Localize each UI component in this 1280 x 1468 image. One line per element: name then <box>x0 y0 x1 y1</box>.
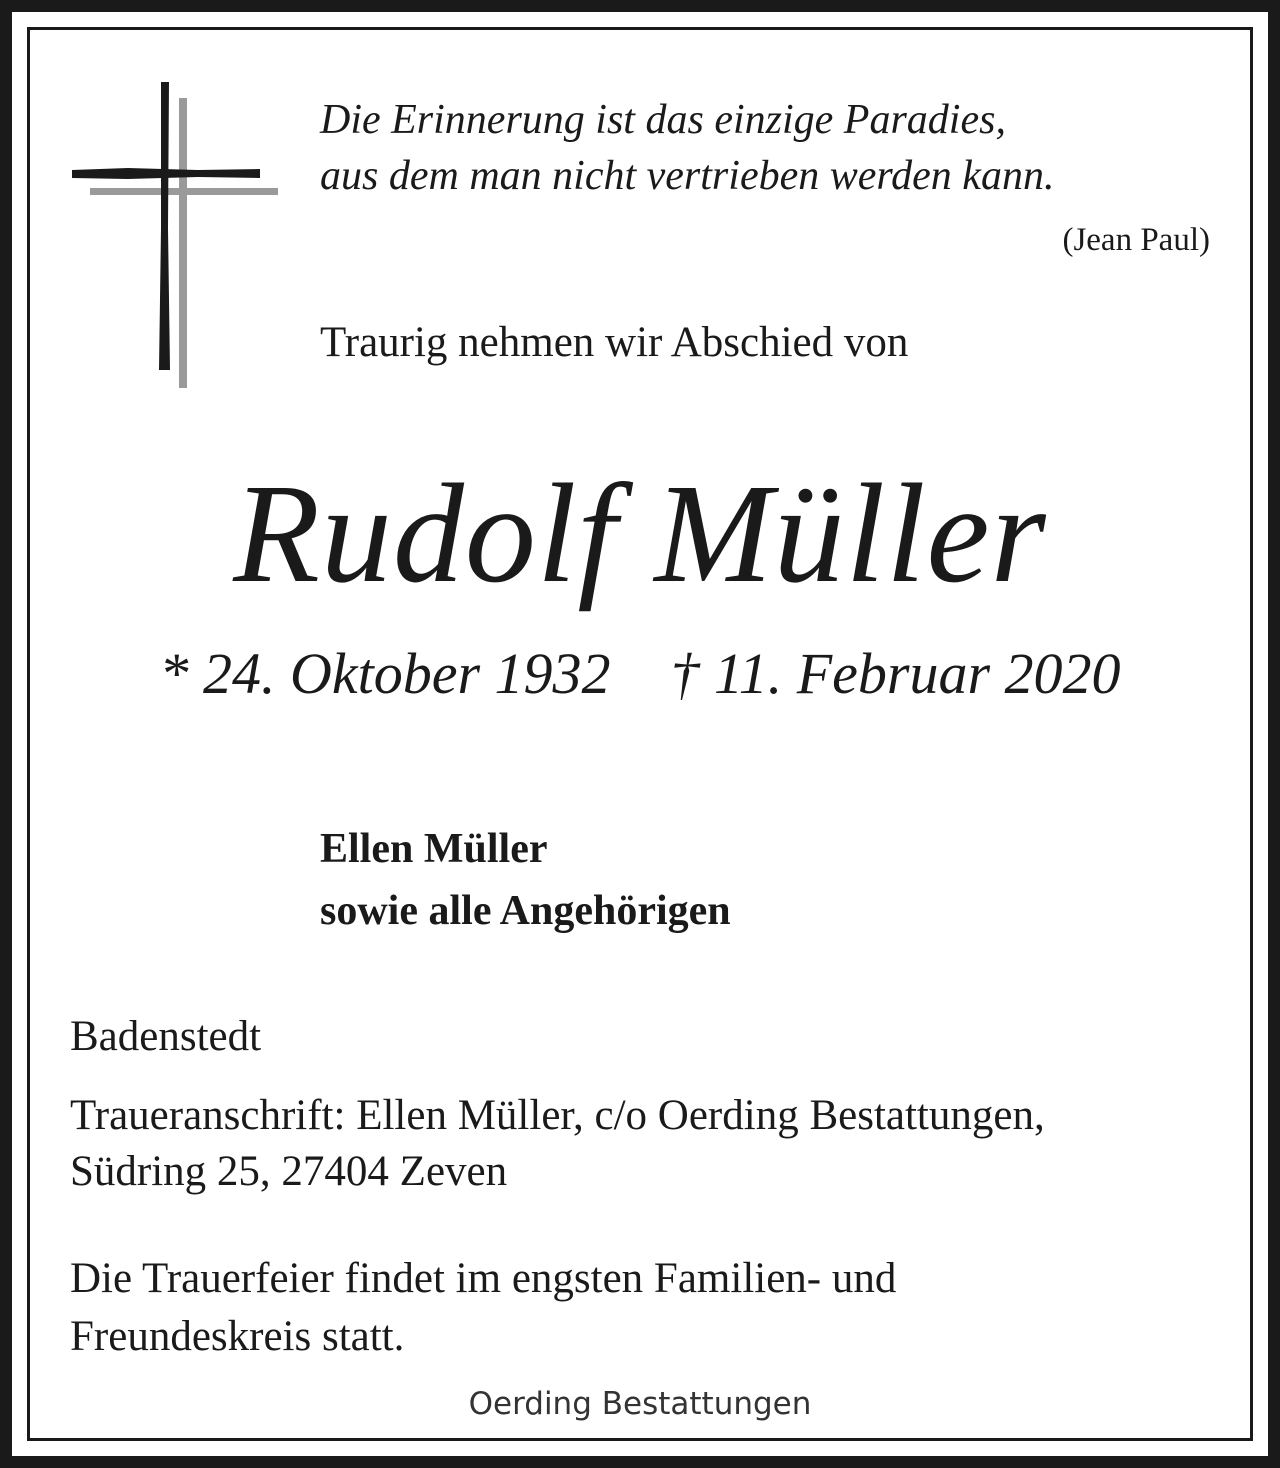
quote <box>320 92 1054 204</box>
address-line-2: Südring 25, 27404 Zeven <box>70 1148 508 1195</box>
place: Badenstedt <box>70 1013 262 1060</box>
condolence-address <box>70 1088 1045 1200</box>
quote-author: (Jean Paul) <box>1062 222 1210 258</box>
ceremony-line-2: Freundeskreis statt. <box>70 1313 405 1360</box>
mourner-relatives: sowie alle Angehörigen <box>320 888 731 934</box>
mourners <box>320 818 731 942</box>
death-date: † 11. Februar 2020 <box>670 641 1121 706</box>
quote-line-2: aus dem man nicht vertrieben werden kann. <box>320 153 1055 199</box>
birth-date: * 24. Oktober 1932 <box>159 641 611 706</box>
quote-line-1: Die Erinnerung ist das einzige Paradies, <box>320 97 1006 143</box>
address-line-1: Traueranschrift: Ellen Müller, c/o Oerding Bestattungen, <box>70 1092 1045 1139</box>
funeral-home: Oerding Bestattungen <box>468 1386 812 1422</box>
ceremony-line-1: Die Trauerfeier findet im engsten Familien- und <box>70 1255 897 1302</box>
mourner-primary: Ellen Müller <box>320 826 548 872</box>
life-dates <box>0 640 1280 707</box>
intro-text: Traurig nehmen wir Abschied von <box>320 319 909 366</box>
ceremony-notice <box>70 1250 896 1366</box>
deceased-name: Rudolf Müller <box>233 454 1047 612</box>
cross-icon <box>68 78 284 390</box>
